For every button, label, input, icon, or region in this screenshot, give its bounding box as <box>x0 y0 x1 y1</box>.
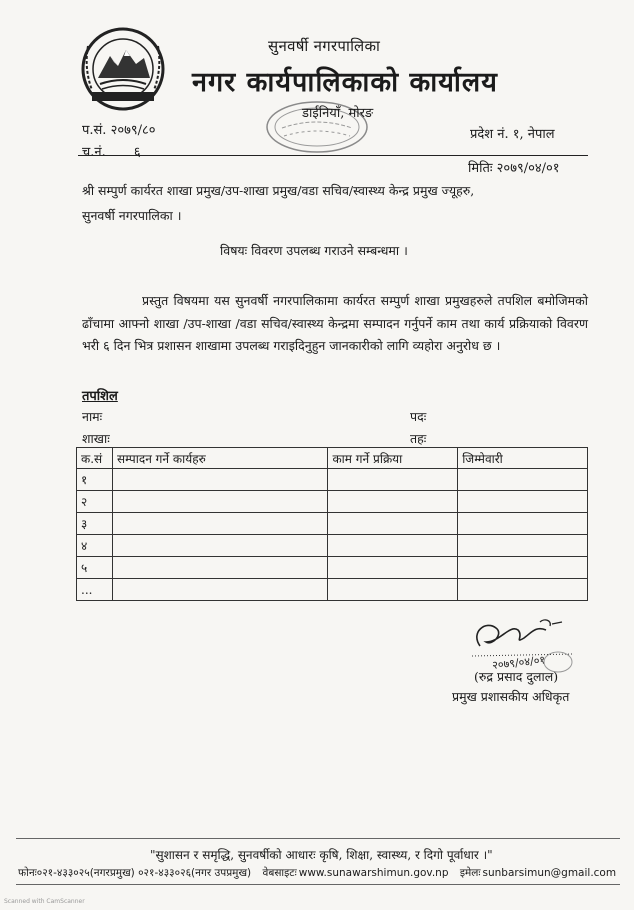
table-row <box>77 469 588 491</box>
table-cell <box>112 535 328 557</box>
website-label: वेबसाइटः <box>262 867 297 879</box>
row-number: १ <box>77 469 113 491</box>
addressee-line-2: सुनवर्षी नगरपालिका । <box>82 208 182 223</box>
level-field-label: तहः <box>410 431 427 446</box>
table-cell <box>458 535 588 557</box>
table-cell <box>112 469 328 491</box>
table-row <box>77 513 588 535</box>
post-field-label: पदः <box>410 409 427 424</box>
addressee-line-1: श्री सम्पुर्ण कार्यरत शाखा प्रमुख/उप-शाखा प्रमुख/वडा सचिव/स्वास्थ्य केन्द्र प्रमुख ज्यूहरु, <box>82 183 475 198</box>
row-number: ४ <box>77 535 113 557</box>
signatory-title: प्रमुख प्रशासकीय अधिकृत <box>452 689 570 704</box>
office-location: डाईनियाँ, मोरङ <box>302 106 374 121</box>
table-row <box>77 535 588 557</box>
letter-body: प्रस्तुत विषयमा यस सुनवर्षी नगरपालिकामा कार्यरत सम्पुर्ण शाखा प्रमुखहरुले तपशिल बमोजिमको ढाँचामा आफ्नो शाखा /उप-शाखा /वडा सचिव/स्वास्थ्य केन्द्रमा सम्पादन गर्नुपर्ने काम तथा कार्य प्रक्रियाको विवरण भरी ६ दिन भित्र प्रशासन शाखामा उपलब्ध गराइदिनुहुन जानकारीको लागि व्यहोरा अनुरोध छ । <box>82 293 588 353</box>
table-cell <box>112 513 328 535</box>
table-cell <box>458 491 588 513</box>
table-header: जिम्मेवारी <box>458 448 588 469</box>
footer-motto: "सुशासन र समृद्धि, सुनवर्षीको आधारः कृषि, शिक्षा, स्वास्थ्य, र दिगो पूर्वाधार ।" <box>150 848 493 862</box>
footer-phone: फोनः०२१-४३३०२५(नगरप्रमुख) ०२१-४३३०२६(नगर उपप्रमुख) <box>18 867 252 879</box>
row-number: ५ <box>77 557 113 579</box>
signature-date: २०७९/०४/०१ <box>491 653 546 672</box>
footer-divider <box>16 838 620 839</box>
cn-value: ६ <box>133 145 141 160</box>
table-header-row <box>77 448 588 469</box>
table-cell <box>328 535 458 557</box>
table-cell <box>458 469 588 491</box>
table-header: काम गर्ने प्रक्रिया <box>328 448 458 469</box>
table-cell <box>328 557 458 579</box>
footer-email: sunbarsimun@gmail.com <box>482 867 617 879</box>
row-number: २ <box>77 491 113 513</box>
row-number: ३ <box>77 513 113 535</box>
table-cell <box>458 579 588 601</box>
office-title: नगर कार्यपालिकाको कार्यालय <box>192 67 498 98</box>
table-cell <box>328 513 458 535</box>
name-field-label: नामः <box>82 409 103 424</box>
header-divider <box>78 155 588 156</box>
table-row <box>77 557 588 579</box>
reference-ps: प.सं. २०७९/८० <box>82 123 156 138</box>
municipality-logo <box>80 26 166 112</box>
table-cell <box>328 491 458 513</box>
email-label: इमेलः <box>459 867 481 879</box>
cn-label: च.नं. <box>82 145 106 160</box>
footer-contact <box>18 866 622 880</box>
table-cell <box>458 513 588 535</box>
branch-field-label: शाखाः <box>82 431 110 446</box>
work-details-table <box>76 447 588 601</box>
table-cell <box>328 469 458 491</box>
table-header: सम्पादन गर्ने कार्यहरु <box>112 448 328 469</box>
reference-cn <box>82 142 141 160</box>
row-number: ... <box>77 579 113 601</box>
municipality-name: सुनवर्षी नगरपालिका <box>268 37 381 55</box>
subject-line: विषयः विवरण उपलब्ध गराउने सम्बन्धमा । <box>220 243 408 258</box>
footer-divider-bottom <box>16 884 620 885</box>
table-cell <box>112 579 328 601</box>
table-row <box>77 491 588 513</box>
letter-date: मितिः २०७९/०४/०१ <box>468 161 560 176</box>
scanner-watermark: Scanned with CamScanner <box>4 898 85 905</box>
province-label: प्रदेश नं. १, नेपाल <box>470 127 555 142</box>
tapsil-heading: तपशिल <box>82 389 118 404</box>
table-row <box>77 579 588 601</box>
table-cell <box>112 491 328 513</box>
signatory-name: (रुद्र प्रसाद दुलाल) <box>474 669 559 684</box>
table-cell <box>112 557 328 579</box>
table-header: क.सं <box>77 448 113 469</box>
table-cell <box>458 557 588 579</box>
footer-website: www.sunawarshimun.gov.np <box>298 867 449 879</box>
table-cell <box>328 579 458 601</box>
